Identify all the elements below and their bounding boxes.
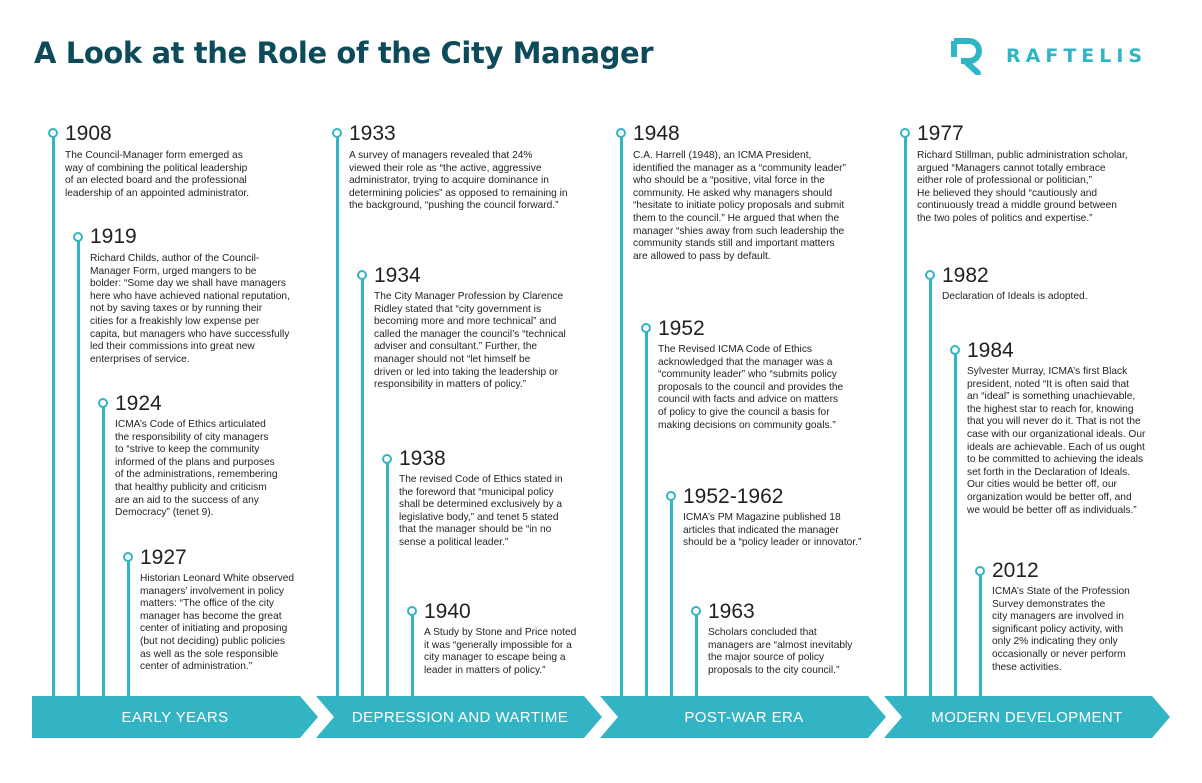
timeline-marker [73,232,83,242]
event-text-line: manager “shies away from such leadership the [633,225,845,237]
event-text-line: the foreword that “municipal policy [399,486,554,498]
event-text-line: informed of the plans and purposes [115,456,275,468]
event-text-line: center of administration.” [140,661,253,673]
timeline-marker [950,345,960,355]
event-text-line: we would be better off as individuals.” [967,504,1137,516]
timeline-marker [332,128,342,138]
event-text-line: that the manager should be “in no [399,524,552,536]
event-text-line: of the administrations, remembering [115,469,278,481]
timeline-line [929,278,932,702]
event-text-line: city manager to escape being a [424,652,566,664]
event-text-line: who should be a “positive, vital force in the [633,175,825,187]
timeline-marker [98,398,108,408]
event-text-line: Manager Form, urged mangers to be [90,265,257,277]
event-text-line: leader in matters of policy.” [424,664,546,676]
event-text-line: of an elected board and the professional [65,175,247,187]
event-text-line: responsibility in matters of policy.” [374,379,527,391]
timeline-line [386,462,389,702]
event-text-line: The Revised ICMA Code of Ethics [658,344,813,355]
event-text-line: identified the manager as a “community leader” [633,162,846,174]
timeline-line [361,278,364,702]
event-description [65,150,315,200]
event-text-line: to be committed to achieving the ideals [967,454,1144,466]
event-text-line: are an aid to the success of any [115,494,259,506]
event-text-line: The Council-Manager form emerged as [65,150,243,161]
event-text-line: not by saving taxes or by running their [90,303,263,315]
event-description [115,419,315,520]
event-year: 1984 [967,339,1014,362]
event-text-line: The revised Code of Ethics stated in [399,474,563,485]
timeline-marker [616,128,626,138]
event-year: 1934 [374,264,421,287]
era-label-post-war-era: POST-WAR ERA [684,709,804,726]
event-text-line: making decisions on community goals.” [658,419,836,431]
event-text-line: driven or led into taking the leadership or [374,366,559,378]
event-description [992,586,1182,674]
event-description [424,627,614,677]
event-text-line: managers’ involvement in policy [140,585,285,597]
event-text-line: are allowed to pass by default. [633,250,771,262]
brand-logo [950,37,1170,77]
event-text-line: the two poles of politics and expertise.” [917,212,1093,224]
event-text-line: Richard Stillman, public administration scholar, [917,150,1128,161]
era-band [0,696,1202,738]
timeline-line [102,406,105,702]
event-text-line: significant policy activity, with [992,623,1124,635]
event-text-line: way of combining the political leadership [65,162,248,174]
event-text-line: Sylvester Murray, ICMA’s first Black [967,366,1128,377]
event-description [399,474,599,550]
event-text-line: ICMA’s PM Magazine published 18 [683,512,841,523]
event-text-line: center of initiating and proposing [140,623,288,635]
event-year: 1982 [942,264,989,287]
event-text-line: The City Manager Profession by Clarence [374,291,564,302]
event-text-line: “community leader” who “submits policy [658,369,837,381]
event-text-line: Our cities would be better off, our [967,479,1117,491]
event-text-line: an “ideal” is something unachievable, [967,391,1136,403]
event-text-line: it was “generally impossible for a [424,639,572,651]
timeline-line [979,574,982,702]
timeline-line [336,136,339,702]
timeline-marker [925,270,935,280]
timeline-line [620,136,623,702]
timeline-line [695,614,698,702]
event-text-line: the highest star to reach for, knowing [967,403,1134,415]
timeline-marker [975,566,985,576]
era-label-early-years: EARLY YEARS [121,709,229,726]
timeline-line [77,240,80,702]
event-description [633,150,893,263]
raftelis-r-mark-icon [950,37,984,75]
event-text-line: Scholars concluded that [708,627,817,638]
event-year: 1924 [115,392,162,415]
timeline-marker [666,491,676,501]
page-title: A Look at the Role of the City Manager [34,36,654,70]
event-description [90,253,318,366]
timeline-marker [691,606,701,616]
timeline-marker [123,552,133,562]
event-text-line: set forth in the Declaration of Ideals. [967,466,1131,478]
event-text-line: sense a political leader.” [399,536,509,548]
event-year: 1948 [633,122,680,145]
timeline-marker [357,270,367,280]
event-description [917,150,1177,226]
event-year: 1927 [140,546,187,569]
event-text-line: acknowledged that the manager was a [658,356,833,368]
event-year: 2012 [992,559,1039,582]
era-label-modern-development: MODERN DEVELOPMENT [931,709,1123,726]
event-text-line: community stands still and important matters [633,238,835,250]
event-description [349,150,611,213]
event-text-line: Ridley stated that “city government is [374,303,542,315]
event-text-line: here who have achieved national reputation, [90,290,290,302]
event-text-line: cities for a freakishly low expense per [90,315,260,327]
timeline-line [127,560,130,702]
timeline-line [904,136,907,702]
event-text-line: Democracy” (tenet 9). [115,507,214,519]
timeline-marker [48,128,58,138]
event-text-line: manager should not “let himself be [374,353,531,365]
event-year: 1952 [658,317,705,340]
event-text-line: ICMA’s State of the Profession [992,586,1130,597]
timeline-line [52,136,55,702]
event-text-line: proposals to the city council.” [708,664,840,676]
event-description [967,366,1182,517]
event-description [658,344,883,432]
event-text-line: managers are “almost inevitably [708,639,853,651]
event-text-line: that you will never do it. That is not the [967,416,1141,428]
event-text-line: Declaration of Ideals is adopted. [942,291,1088,302]
event-text-line: the responsibility of city managers [115,431,269,443]
event-text-line: argued “Managers cannot totally embrace [917,162,1106,174]
event-text-line: to “strive to keep the community [115,444,260,456]
event-year: 1977 [917,122,964,145]
event-text-line: bolder: “Some day we shall have managers [90,278,286,290]
event-text-line: as well as the sole responsible [140,648,279,660]
event-description [374,291,599,392]
event-description [708,627,888,677]
event-description [942,291,1172,304]
event-description [140,573,325,674]
event-text-line: capita, but managers who have successfully [90,328,290,340]
event-text-line: community. He asked why managers should [633,187,833,199]
event-text-line: He believed they should “cautiously and [917,187,1098,199]
event-text-line: manager has become the great [140,610,282,622]
event-text-line: council with facts and advice on matters [658,394,839,406]
event-text-line: these activities. [992,661,1062,673]
event-text-line: led their commissions into great new [90,341,255,353]
event-year: 1963 [708,600,755,623]
event-text-line: Survey demonstrates the [992,598,1106,610]
timeline-line [670,499,673,702]
event-description [683,512,898,550]
event-text-line: administrator, trying to acquire dominance in [349,175,549,187]
event-text-line: viewed their role as “the active, aggressive [349,162,542,174]
timeline-marker [641,323,651,333]
event-text-line: A Study by Stone and Price noted [424,627,577,638]
event-text-line: adviser and consultant.” Further, the [374,341,538,353]
event-text-line: Historian Leonard White observed [140,573,295,584]
timeline-marker [382,454,392,464]
timeline-line [645,331,648,702]
event-text-line: that healthy publicity and criticism [115,481,267,493]
event-text-line: becoming more and more technical” and [374,316,557,328]
event-text-line: enterprises of service. [90,353,190,365]
event-text-line: ideals are achievable. Each of us ought [967,441,1145,453]
event-text-line: them to the council.” He argued that when the [633,212,840,224]
event-text-line: the background, “pushing the council forward.” [349,200,559,212]
event-text-line: either role of professional or politician,” [917,175,1092,187]
timeline-line [954,353,957,702]
event-text-line: matters: “The office of the city [140,598,274,610]
event-text-line: called the manager the council’s “technical [374,328,566,340]
event-text-line: legislative body,” and tenet 5 stated [399,511,559,523]
event-text-line: leadership of an appointed administrator. [65,187,250,199]
event-text-line: case with our organizational ideals. Our [967,428,1146,440]
event-year: 1940 [424,600,471,623]
event-year: 1938 [399,447,446,470]
event-text-line: the major source of policy [708,652,825,664]
event-text-line: C.A. Harrell (1948), an ICMA President, [633,150,812,161]
timeline-marker [407,606,417,616]
event-text-line: determining policies” as opposed to remaining in [349,187,568,199]
event-year: 1919 [90,225,137,248]
event-text-line: of policy to give the council a basis for [658,406,830,418]
event-year: 1952-1962 [683,485,784,508]
event-text-line: occasionally or never perform [992,648,1126,660]
event-text-line: ICMA’s Code of Ethics articulated [115,419,266,430]
event-year: 1933 [349,122,396,145]
brand-name: RAFTELIS [1006,45,1148,67]
event-text-line: Richard Childs, author of the Council- [90,253,260,264]
event-text-line: “hesitate to initiate policy proposals and submit [633,200,845,212]
event-text-line: only 2% indicating they only [992,636,1118,648]
event-text-line: should be a “policy leader or innovator.” [683,537,862,549]
event-text-line: city managers are involved in [992,611,1124,623]
event-text-line: organization would be better off, and [967,491,1132,503]
era-label-depression-and-wartime: DEPRESSION AND WARTIME [351,709,569,726]
timeline-marker [900,128,910,138]
event-text-line: shall be determined exclusively by a [399,499,563,511]
event-text-line: articles that indicated the manager [683,524,839,536]
event-text-line: proposals to the council and provides the [658,381,844,393]
event-year: 1908 [65,122,112,145]
event-text-line: continuously tread a middle ground between [917,200,1117,212]
event-text-line: president, noted “It is often said that [967,378,1129,390]
event-text-line: A survey of managers revealed that 24% [349,150,533,161]
event-text-line: (but not deciding) public policies [140,635,285,647]
timeline-line [411,614,414,702]
